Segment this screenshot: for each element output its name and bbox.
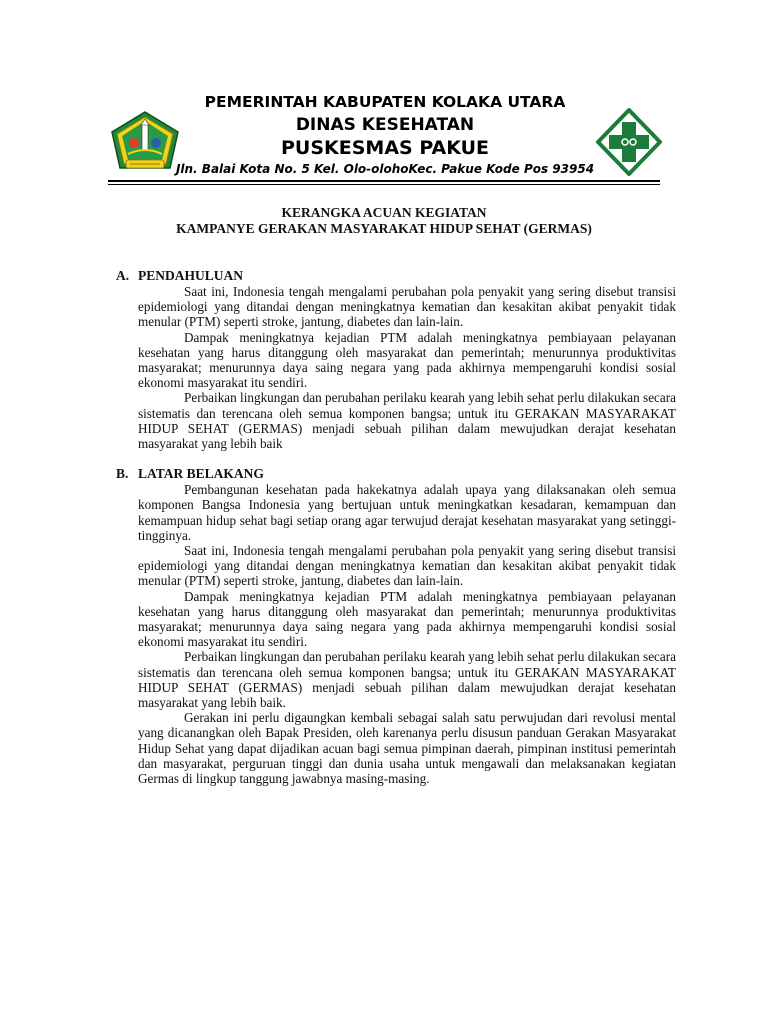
paragraph: Dampak meningkatnya kejadian PTM adalah meningkatnya pembiayaan pelayanan kesehatan yang harus ditanggung oleh masyarakat dan pemerintah; menurunnya produktivitas masyarakat; menurunnya daya saing negara yang pada akhirnya mempengaruhi kondisi sosial ekonomi masyarakat itu sendiri. (138, 588, 676, 650)
section-title: LATAR BELAKANG (138, 466, 264, 482)
paragraph: Dampak meningkatnya kejadian PTM adalah meningkatnya pembiayaan pelayanan kesehatan yang harus ditanggung oleh masyarakat dan pemerintah; menurunnya produktivitas masyarakat; menurunnya daya saing negara yang pada akhirnya mempengaruhi kondisi sosial ekonomi masyarakat itu sendiri. (138, 329, 676, 391)
letterhead-rule-thick (108, 180, 660, 182)
address: Jln. Balai Kota No. 5 Kel. Olo-olohoKec. Pakue Kode Pos 93954 (175, 162, 595, 176)
paragraph: Pembangunan kesehatan pada hakekatnya adalah upaya yang dilaksanakan oleh semua komponen Bangsa Indonesia yang bertujuan untuk meningkatkan kesadaran, kemampuan dan kemampuan hidup sehat bagi setiap orang agar terwujud derajat kesehatan masyarakat yang setinggi-tingginya. (138, 482, 676, 543)
paragraph: Saat ini, Indonesia tengah mengalami perubahan pola penyakit yang sering disebut transisi epidemiologi yang ditandai dengan meningkatnya kematian dan kesakitan akibat penyakit tidak menular (PTM) seperti stroke, jantung, diabetes dan lain-lain. (138, 543, 676, 589)
section-letter: B. (116, 466, 129, 482)
section-latar-belakang (116, 466, 676, 786)
puskesmas-cross-icon (596, 108, 662, 176)
letterhead-text (168, 88, 602, 178)
section-title: PENDAHULUAN (138, 268, 244, 283)
government-name: PEMERINTAH KABUPATEN KOLAKA UTARA (204, 93, 566, 111)
section-heading (116, 466, 676, 482)
document-body (116, 268, 676, 801)
document-title (108, 205, 660, 237)
section-letter: A. (116, 268, 130, 283)
department-name: DINAS KESEHATAN (295, 115, 475, 135)
paragraph: Perbaikan lingkungan dan perubahan perilaku kearah yang lebih sehat perlu dilakukan secara sistematis dan terencana oleh semua komponen bangsa; untuk itu GERAKAN MASYARAKAT HIDUP SEHAT (GERMAS) menjadi sebuah pilihan dalam mewujudkan derajat kesehatan masyarakat yang lebih baik (138, 390, 676, 452)
paragraph: Gerakan ini perlu digaungkan kembali sebagai salah satu perwujudan dari revolusi mental yang dicanangkan oleh Bapak Presiden, oleh karenanya perlu disusun panduan Gerakan Masyarakat Hidup Sehat yang dapat dijadikan acuan bagi semua pimpinan daerah, pimpinan institusi pemerintah dan masyarakat, perguruan tinggi dan dunia usaha untuk mengawali dan melaksanakan kegiatan Germas di lingkup tanggung jawabnya masing-masing. (138, 710, 676, 787)
title-line-1: KERANGKA ACUAN KEGIATAN (281, 205, 487, 220)
section-heading (116, 268, 676, 284)
letterhead (108, 88, 662, 184)
health-center-name: PUSKESMAS PAKUE (280, 137, 490, 159)
letterhead-rule-thin (108, 184, 660, 185)
section-pendahuluan (116, 268, 676, 451)
paragraph: Perbaikan lingkungan dan perubahan perilaku kearah yang lebih sehat perlu dilakukan secara sistematis dan terencana oleh semua komponen bangsa; untuk itu GERAKAN MASYARAKAT HIDUP SEHAT (GERMAS) menjadi sebuah pilihan dalam mewujudkan derajat kesehatan masyarakat yang lebih baik. (138, 649, 676, 711)
paragraph: Saat ini, Indonesia tengah mengalami perubahan pola penyakit yang sering disebut transisi epidemiologi yang ditandai dengan meningkatnya kematian dan kesakitan akibat penyakit tidak menular (PTM) seperti stroke, jantung, diabetes dan lain-lain. (138, 284, 676, 330)
title-line-2: KAMPANYE GERAKAN MASYARAKAT HIDUP SEHAT (GERMAS) (176, 221, 592, 236)
